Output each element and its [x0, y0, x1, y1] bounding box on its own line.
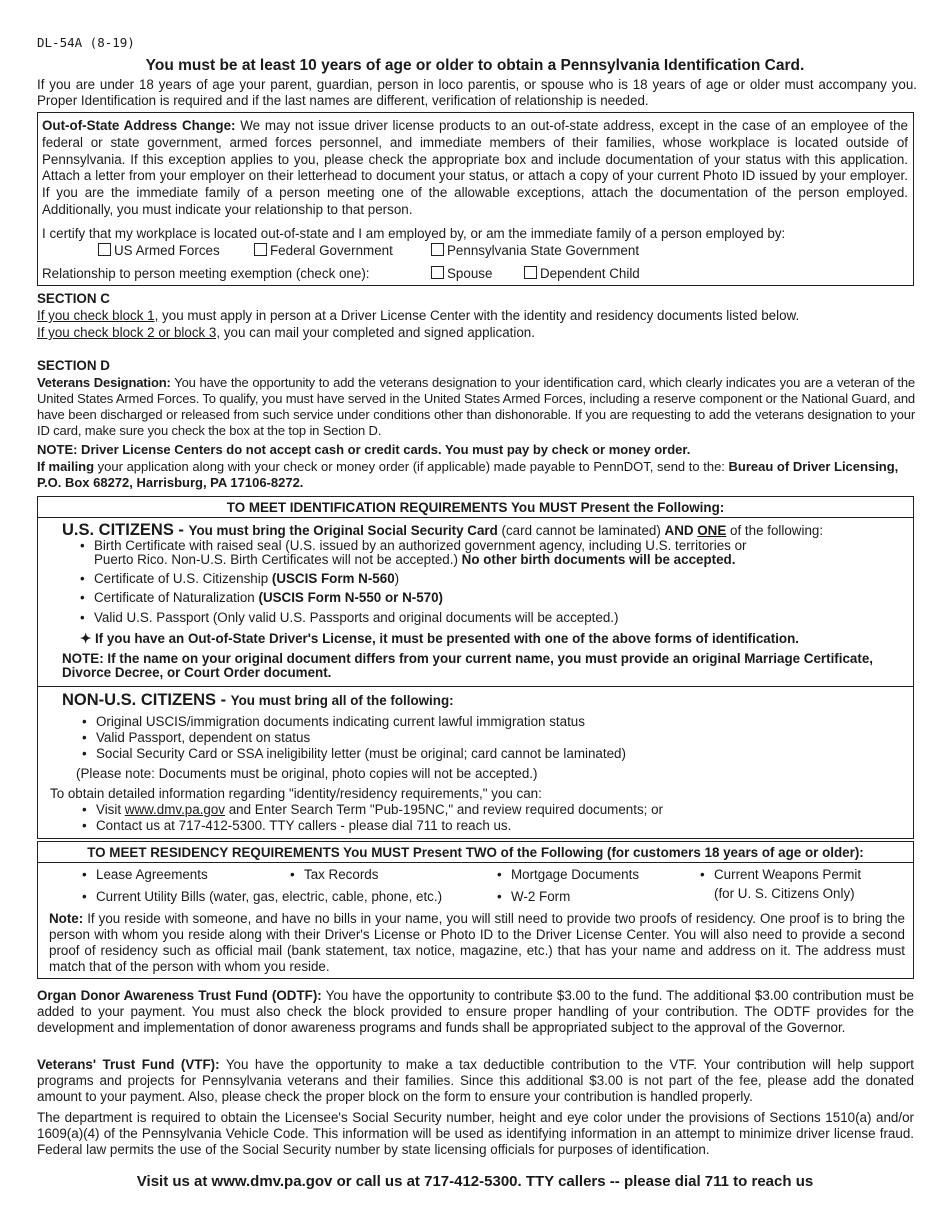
line-text: you can mail your completed and signed application. — [220, 325, 535, 340]
employer-option-pa-state[interactable] — [431, 243, 639, 259]
us-tail: of the following: — [726, 523, 824, 538]
vtf-text: You have the opportunity to make a tax deductible contribution to the VTF. Your contribution will help support programs and projects for Pennsylvania veterans and their families. Since this additional $3.00 is not part of the fee, please add the donated amount to your payment. Also, please check the proper block on the form to ensure your contribution is handled properly. — [37, 1057, 914, 1104]
section-c-line2 — [37, 325, 535, 341]
checkbox[interactable] — [98, 243, 111, 256]
residency-heading: TO MEET RESIDENCY REQUIREMENTS You MUST Present TWO of the Following (for customers 18 years of age or older): — [87, 845, 864, 860]
section-c-title: SECTION C — [37, 291, 110, 306]
option-label: Dependent Child — [540, 266, 640, 281]
checkbox[interactable] — [524, 266, 537, 279]
us-sub: You must bring the Original Social Security Card — [188, 523, 498, 538]
relationship-label: Relationship to person meeting exemption (check one): — [42, 266, 370, 281]
oos-text: We may not issue driver license products to an out-of-state address, except in the case of an employee of the federal or state government, armed forces personnel, and immediate members of their families, whose workplace is located outside of Pennsylvania. If this exception applies to you, please check the appropriate box and include documentation of your status with this application. Attach a letter from your employer on their letterhead to document your status, or attach a copy of your current Photo ID issued by your employer. If you are the immediate family of a person meeting one of the allowable exceptions, attach the documentation of the person employed. Additionally, you must indicate your relationship to that person. — [42, 118, 908, 217]
employer-option-armed-forces[interactable] — [98, 243, 220, 259]
intro-paragraph: If you are under 18 years of age your parent, guardian, person in loco parentis, or spouse who is 18 years of age or older must accompany you. Proper Identification is required and if the last names are different, verification of relationship is needed. — [37, 77, 917, 108]
oos-paragraph — [42, 118, 908, 219]
list-item: • Birth Certificate with raised seal (U.S. issued by an authorized government agency, including U.S. territories or — [94, 538, 746, 554]
odtf-paragraph — [37, 988, 914, 1036]
cit-end: ) — [394, 571, 400, 586]
id-requirements-heading: TO MEET IDENTIFICATION REQUIREMENTS You MUST Present the Following: — [226, 500, 725, 515]
us-one: ONE — [697, 523, 727, 538]
residency-note — [49, 911, 905, 975]
option-label: Pennsylvania State Government — [447, 243, 640, 258]
line-text: you must apply in person at a Driver License Center with the identity and residency documents listed below. — [158, 308, 800, 323]
dmv-link[interactable]: www.dmv.pa.gov — [124, 802, 226, 817]
veterans-designation — [37, 375, 915, 439]
oos-certify: I certify that my workplace is located out-of-state and I am employed by, or am the immediate family of a person employed by: — [42, 226, 786, 241]
list-item: • Valid U.S. Passport (Only valid U.S. Passports and original documents will be accepted.) — [94, 610, 618, 626]
headline: You must be at least 10 years of age or older to obtain a Pennsylvania Identification Card. — [145, 57, 805, 74]
vet-heading: Veterans Designation: — [37, 375, 171, 390]
option-label: US Armed Forces — [114, 243, 220, 258]
list-item-continued — [94, 552, 735, 568]
nat-bold: (USCIS Form N-550 or N-570) — [258, 590, 444, 605]
visit-post: and Enter Search Term "Pub-195NC," and review required documents; or — [225, 802, 663, 817]
relationship-option-spouse[interactable] — [431, 266, 492, 282]
relationship-option-dependent-child[interactable] — [524, 266, 640, 282]
note-text: If you reside with someone, and have no bills in your name, you will still need to provide two proofs of residency. One proof is to bring the person with whom you reside along with their Driver's License or Photo ID to the Driver License Center. You will also need to provide a second proof of residency such as official mail (bank statement, tax notice, magazine, etc.) that has your name and address on it. The address must match that of the person with whom you reside. — [49, 911, 905, 974]
footer-contact: Visit us at www.dmv.pa.gov or call us at 717-412-5300. TTY callers -- please dial 711 to reach us — [136, 1173, 814, 1190]
form-number: DL-54A (8-19) — [37, 35, 135, 50]
us-sub2: (card cannot be laminated) — [497, 523, 665, 538]
birth2: Puerto Rico. Non-U.S. Birth Certificates will not be accepted.) — [94, 552, 462, 567]
divider — [37, 517, 914, 518]
mail-bold: If mailing — [37, 459, 95, 474]
vet-text: You have the opportunity to add the veterans designation to your identification card, which clearly indicates you are a veteran of the United States Armed Forces. To qualify, you must have served in the United States Armed Forces, including a reserve component or the National Guard, and have been discharged or released from such service under conditions other than dishonorable. If you are requesting to add the veterans designation to your ID card, make sure you check the box at the top in Section D. — [37, 375, 915, 438]
vtf-heading: Veterans' Trust Fund (VTF): — [37, 1057, 220, 1072]
mail-text: your application along with your check or money order (if applicable) made payable to PennDOT, send to the: — [94, 459, 729, 474]
list-item: • Social Security Card or SSA ineligibility letter (must be original; card cannot be laminated) — [96, 746, 626, 762]
ssn-paragraph: The department is required to obtain the Licensee's Social Security number, height and eye color under the provisions of Sections 1510(a) and/or 1609(a)(4) of the Pennsylvania Vehicle Code. This information will be used as identifying information in an attempt to minimize driver license fraud. Federal law permits the use of the Social Security number by state licensing officials for purposes of identification. — [37, 1110, 914, 1157]
list-item — [96, 802, 663, 818]
non-us-citizens-title — [62, 692, 454, 709]
birth2-bold: No other birth documents will be accepted. — [461, 552, 736, 567]
note-bold: Note: — [49, 911, 84, 926]
weapons-note: (for U. S. Citizens Only) — [714, 886, 855, 901]
section-c-line1 — [37, 308, 799, 324]
non-title: NON-U.S. CITIZENS - — [62, 691, 231, 709]
odtf-text: You have the opportunity to contribute $3.00 to the fund. The additional $3.00 contribution must be added to your payment. You must also check the block provided to ensure proper handling of your contribution. The ODTF provides for the development and implementation of donor awareness programs and funds shall be appropriated subject to the approval of the Governor. — [37, 988, 914, 1035]
name-change-note: NOTE: If the name on your original document differs from your current name, you must provide an original Marriage Certificate, Divorce Decree, or Court Order document. — [62, 651, 874, 680]
mailing-instructions — [37, 459, 915, 491]
non-sub: You must bring all of the following: — [230, 693, 454, 708]
odtf-heading: Organ Donor Awareness Trust Fund (ODTF): — [37, 988, 322, 1003]
divider — [37, 862, 914, 863]
list-item: • Tax Records — [304, 867, 378, 883]
visit-pre: Visit — [96, 802, 125, 817]
list-item: • Mortgage Documents — [511, 867, 639, 883]
payment-note: NOTE: Driver License Centers do not accept cash or credit cards. You must pay by check or money order. — [37, 442, 691, 457]
list-item: • Valid Passport, dependent on status — [96, 730, 310, 746]
list-item — [94, 590, 443, 606]
underlined-phrase: If you check block 2 or block 3, — [37, 325, 221, 340]
list-item: • Contact us at 717-412-5300. TTY callers - please dial 711 to reach us. — [96, 818, 511, 834]
oos-heading: Out-of-State Address Change: — [42, 118, 236, 133]
us-title: U.S. CITIZENS - — [62, 521, 189, 539]
checkbox[interactable] — [431, 243, 444, 256]
checkbox[interactable] — [254, 243, 267, 256]
cit-bold: (USCIS Form N-560 — [271, 571, 395, 586]
option-label: Federal Government — [270, 243, 393, 258]
section-d-title: SECTION D — [37, 358, 110, 373]
option-label: Spouse — [447, 266, 493, 281]
oos-license-note: ✦ If you have an Out-of-State Driver's License, it must be presented with one of the above forms of identification. — [80, 631, 800, 646]
obtain-info: To obtain detailed information regarding "identity/residency requirements," you can: — [50, 786, 542, 801]
list-item: • Original USCIS/immigration documents indicating current lawful immigration status — [96, 714, 585, 730]
list-item — [94, 571, 399, 587]
list-item: • Current Utility Bills (water, gas, electric, cable, phone, etc.) — [96, 889, 442, 905]
list-item: • Lease Agreements — [96, 867, 208, 883]
nat: Certificate of Naturalization — [94, 590, 259, 605]
divider — [37, 686, 914, 687]
underlined-phrase: If you check block 1, — [37, 308, 159, 323]
cit: Certificate of U.S. Citizenship — [94, 571, 272, 586]
list-item: • Current Weapons Permit — [714, 867, 861, 883]
vtf-paragraph — [37, 1057, 914, 1105]
employer-option-federal[interactable] — [254, 243, 393, 259]
us-and: AND — [664, 523, 698, 538]
checkbox[interactable] — [431, 266, 444, 279]
list-item: • W-2 Form — [511, 889, 570, 905]
non-us-note: (Please note: Documents must be original, photo copies will not be accepted.) — [76, 766, 538, 781]
mail-address: Bureau of Driver Licensing, P.O. Box 68272, Harrisburg, PA 17106-8272. — [37, 459, 899, 490]
